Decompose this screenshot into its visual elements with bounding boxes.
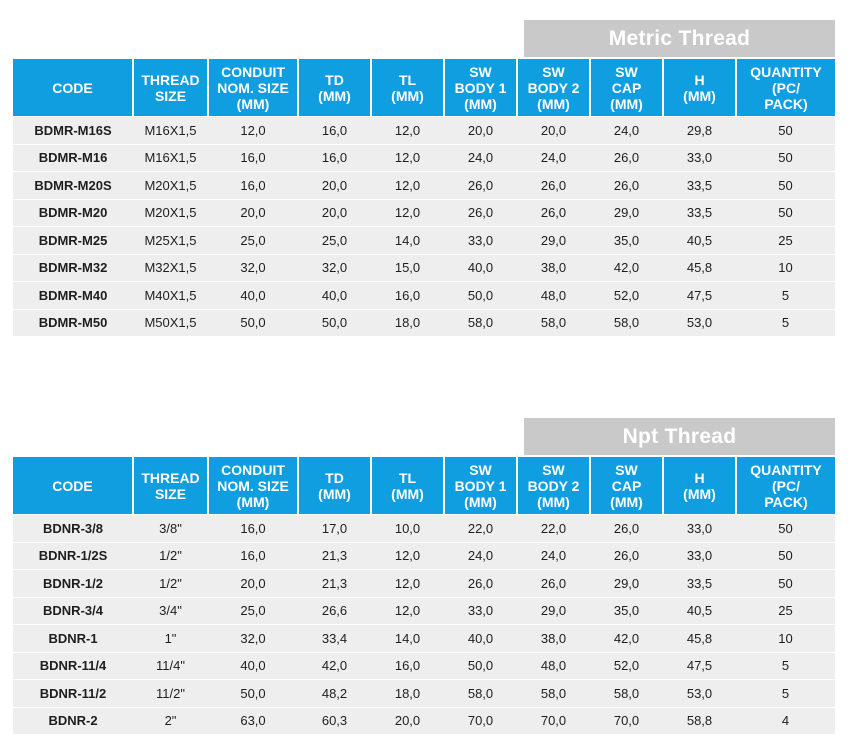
table-cell: 58,8 bbox=[663, 707, 736, 734]
table-cell: 26,6 bbox=[298, 597, 371, 625]
table-cell: 1" bbox=[133, 625, 208, 653]
table-cell: M16X1,5 bbox=[133, 117, 208, 145]
table-cell: 5 bbox=[736, 652, 835, 680]
table-cell: 16,0 bbox=[208, 515, 298, 543]
table-cell: 26,0 bbox=[444, 570, 517, 598]
table-cell: 12,0 bbox=[371, 542, 444, 570]
table-cell: 20,0 bbox=[371, 707, 444, 734]
table-cell: 24,0 bbox=[590, 117, 663, 145]
table-cell: 42,0 bbox=[590, 625, 663, 653]
table-cell: 26,0 bbox=[590, 144, 663, 172]
table-cell: 25,0 bbox=[298, 227, 371, 255]
column-header: CODE bbox=[13, 59, 133, 117]
table-cell: 12,0 bbox=[371, 144, 444, 172]
table-cell: 17,0 bbox=[298, 515, 371, 543]
table-cell: M16X1,5 bbox=[133, 144, 208, 172]
table-cell: 52,0 bbox=[590, 282, 663, 310]
table-row bbox=[13, 625, 835, 653]
column-header: SW BODY 2 (MM) bbox=[517, 457, 590, 515]
column-header: H (MM) bbox=[663, 59, 736, 117]
table-cell: 25 bbox=[736, 597, 835, 625]
column-header: SW BODY 1 (MM) bbox=[444, 457, 517, 515]
table-row bbox=[13, 144, 835, 172]
table-cell: 32,0 bbox=[208, 625, 298, 653]
table-cell: 24,0 bbox=[517, 542, 590, 570]
table-cell: 16,0 bbox=[371, 282, 444, 310]
table-cell: 16,0 bbox=[208, 542, 298, 570]
column-header: SW CAP (MM) bbox=[590, 457, 663, 515]
table-row bbox=[13, 254, 835, 282]
table-cell: 40,0 bbox=[298, 282, 371, 310]
table-cell: 20,0 bbox=[298, 199, 371, 227]
table-cell: 50,0 bbox=[208, 680, 298, 708]
table-cell: 25 bbox=[736, 227, 835, 255]
table-cell: 16,0 bbox=[208, 144, 298, 172]
table-row bbox=[13, 515, 835, 543]
table-header-row bbox=[13, 59, 835, 117]
table-cell: 3/4" bbox=[133, 597, 208, 625]
table-cell: 26,0 bbox=[517, 172, 590, 200]
product-code-cell: BDNR-1/2 bbox=[13, 570, 133, 598]
table-cell: 33,0 bbox=[444, 597, 517, 625]
column-header: THREAD SIZE bbox=[133, 457, 208, 515]
table-row bbox=[13, 680, 835, 708]
table-cell: 50,0 bbox=[444, 282, 517, 310]
table-cell: 63,0 bbox=[208, 707, 298, 734]
table-cell: 58,0 bbox=[444, 309, 517, 336]
table-cell: 10 bbox=[736, 254, 835, 282]
table-cell: 52,0 bbox=[590, 652, 663, 680]
column-header: TD (MM) bbox=[298, 59, 371, 117]
table-cell: 1/2" bbox=[133, 570, 208, 598]
table-cell: M20X1,5 bbox=[133, 172, 208, 200]
table-row bbox=[13, 282, 835, 310]
table-cell: 29,0 bbox=[517, 227, 590, 255]
column-header: CODE bbox=[13, 457, 133, 515]
table-cell: 12,0 bbox=[371, 117, 444, 145]
table-cell: M40X1,5 bbox=[133, 282, 208, 310]
table-row bbox=[13, 542, 835, 570]
table-cell: 29,0 bbox=[590, 199, 663, 227]
table-cell: 50,0 bbox=[444, 652, 517, 680]
table-cell: 45,8 bbox=[663, 254, 736, 282]
table-cell: 33,5 bbox=[663, 570, 736, 598]
table-row bbox=[13, 570, 835, 598]
table-cell: 48,0 bbox=[517, 652, 590, 680]
table-cell: 47,5 bbox=[663, 652, 736, 680]
table-cell: 40,0 bbox=[444, 625, 517, 653]
table-cell: 47,5 bbox=[663, 282, 736, 310]
table-row bbox=[13, 652, 835, 680]
npt-thread-table bbox=[13, 457, 835, 734]
column-header: TL (MM) bbox=[371, 59, 444, 117]
table-cell: 5 bbox=[736, 309, 835, 336]
table-row bbox=[13, 117, 835, 145]
table-cell: 2" bbox=[133, 707, 208, 734]
table-cell: 5 bbox=[736, 680, 835, 708]
product-code-cell: BDMR-M32 bbox=[13, 254, 133, 282]
table-cell: 21,3 bbox=[298, 570, 371, 598]
table-cell: 16,0 bbox=[208, 172, 298, 200]
product-code-cell: BDMR-M20 bbox=[13, 199, 133, 227]
table-cell: 16,0 bbox=[298, 144, 371, 172]
column-header: CONDUIT NOM. SIZE (MM) bbox=[208, 59, 298, 117]
table-cell: 12,0 bbox=[371, 570, 444, 598]
table-cell: 53,0 bbox=[663, 309, 736, 336]
column-header: CONDUIT NOM. SIZE (MM) bbox=[208, 457, 298, 515]
table-cell: 50 bbox=[736, 570, 835, 598]
table-cell: 26,0 bbox=[444, 172, 517, 200]
column-header: THREAD SIZE bbox=[133, 59, 208, 117]
table-cell: 26,0 bbox=[590, 515, 663, 543]
table-cell: 18,0 bbox=[371, 309, 444, 336]
table-cell: 33,0 bbox=[663, 144, 736, 172]
column-header: SW BODY 2 (MM) bbox=[517, 59, 590, 117]
table-cell: 25,0 bbox=[208, 227, 298, 255]
table-row bbox=[13, 227, 835, 255]
table-cell: 11/2" bbox=[133, 680, 208, 708]
table-cell: 50 bbox=[736, 542, 835, 570]
table-cell: 29,0 bbox=[590, 570, 663, 598]
table-cell: 12,0 bbox=[371, 172, 444, 200]
table-cell: 70,0 bbox=[444, 707, 517, 734]
table-cell: 33,5 bbox=[663, 172, 736, 200]
table-cell: 20,0 bbox=[208, 570, 298, 598]
table-row bbox=[13, 707, 835, 734]
table-cell: 32,0 bbox=[208, 254, 298, 282]
table-cell: 3/8" bbox=[133, 515, 208, 543]
table-cell: 40,0 bbox=[444, 254, 517, 282]
product-code-cell: BDNR-3/8 bbox=[13, 515, 133, 543]
table-cell: 38,0 bbox=[517, 254, 590, 282]
product-code-cell: BDMR-M50 bbox=[13, 309, 133, 336]
product-code-cell: BDMR-M16 bbox=[13, 144, 133, 172]
column-header: SW BODY 1 (MM) bbox=[444, 59, 517, 117]
column-header: TL (MM) bbox=[371, 457, 444, 515]
table-cell: 12,0 bbox=[371, 597, 444, 625]
table-cell: 33,5 bbox=[663, 199, 736, 227]
table-cell: 26,0 bbox=[517, 570, 590, 598]
column-header: SW CAP (MM) bbox=[590, 59, 663, 117]
table-cell: 11/4" bbox=[133, 652, 208, 680]
table-cell: 25,0 bbox=[208, 597, 298, 625]
table-cell: M50X1,5 bbox=[133, 309, 208, 336]
table-cell: 33,0 bbox=[663, 542, 736, 570]
product-code-cell: BDNR-2 bbox=[13, 707, 133, 734]
table-cell: 24,0 bbox=[444, 542, 517, 570]
table-cell: 53,0 bbox=[663, 680, 736, 708]
product-code-cell: BDMR-M16S bbox=[13, 117, 133, 145]
table-cell: 35,0 bbox=[590, 227, 663, 255]
table-cell: 26,0 bbox=[517, 199, 590, 227]
table-cell: 45,8 bbox=[663, 625, 736, 653]
table-cell: 42,0 bbox=[298, 652, 371, 680]
npt-thread-title: Npt Thread bbox=[524, 418, 835, 455]
table-cell: 29,0 bbox=[517, 597, 590, 625]
table-cell: 38,0 bbox=[517, 625, 590, 653]
table-cell: 18,0 bbox=[371, 680, 444, 708]
table-row bbox=[13, 199, 835, 227]
table-cell: 12,0 bbox=[371, 199, 444, 227]
table-cell: 58,0 bbox=[517, 309, 590, 336]
table-cell: 35,0 bbox=[590, 597, 663, 625]
column-header: QUANTITY (PC/ PACK) bbox=[736, 59, 835, 117]
table-cell: 26,0 bbox=[444, 199, 517, 227]
table-cell: 70,0 bbox=[590, 707, 663, 734]
table-cell: 58,0 bbox=[444, 680, 517, 708]
table-row bbox=[13, 172, 835, 200]
table-cell: 16,0 bbox=[298, 117, 371, 145]
table-cell: 50 bbox=[736, 144, 835, 172]
table-cell: 48,0 bbox=[517, 282, 590, 310]
table-cell: 50 bbox=[736, 117, 835, 145]
table-cell: 50 bbox=[736, 172, 835, 200]
table-cell: 16,0 bbox=[371, 652, 444, 680]
table-cell: 26,0 bbox=[590, 542, 663, 570]
table-cell: M20X1,5 bbox=[133, 199, 208, 227]
product-code-cell: BDMR-M20S bbox=[13, 172, 133, 200]
column-header: QUANTITY (PC/ PACK) bbox=[736, 457, 835, 515]
table-cell: M25X1,5 bbox=[133, 227, 208, 255]
product-code-cell: BDNR-3/4 bbox=[13, 597, 133, 625]
table-cell: 10,0 bbox=[371, 515, 444, 543]
table-cell: M32X1,5 bbox=[133, 254, 208, 282]
metric-thread-title: Metric Thread bbox=[524, 20, 835, 57]
table-row bbox=[13, 597, 835, 625]
product-code-cell: BDNR-1/2S bbox=[13, 542, 133, 570]
table-cell: 40,0 bbox=[208, 282, 298, 310]
table-cell: 22,0 bbox=[444, 515, 517, 543]
table-cell: 24,0 bbox=[444, 144, 517, 172]
table-cell: 14,0 bbox=[371, 227, 444, 255]
table-cell: 20,0 bbox=[517, 117, 590, 145]
table-cell: 20,0 bbox=[208, 199, 298, 227]
table-cell: 50,0 bbox=[298, 309, 371, 336]
table-cell: 48,2 bbox=[298, 680, 371, 708]
product-code-cell: BDMR-M40 bbox=[13, 282, 133, 310]
table-cell: 14,0 bbox=[371, 625, 444, 653]
table-cell: 40,5 bbox=[663, 227, 736, 255]
table-cell: 50,0 bbox=[208, 309, 298, 336]
table-header-row bbox=[13, 457, 835, 515]
table-row bbox=[13, 309, 835, 336]
table-cell: 70,0 bbox=[517, 707, 590, 734]
table-cell: 58,0 bbox=[590, 680, 663, 708]
column-header: H (MM) bbox=[663, 457, 736, 515]
table-cell: 26,0 bbox=[590, 172, 663, 200]
table-cell: 20,0 bbox=[298, 172, 371, 200]
table-cell: 50 bbox=[736, 515, 835, 543]
table-cell: 20,0 bbox=[444, 117, 517, 145]
table-cell: 50 bbox=[736, 199, 835, 227]
table-cell: 42,0 bbox=[590, 254, 663, 282]
table-cell: 10 bbox=[736, 625, 835, 653]
table-cell: 4 bbox=[736, 707, 835, 734]
table-cell: 32,0 bbox=[298, 254, 371, 282]
table-cell: 1/2" bbox=[133, 542, 208, 570]
column-header: TD (MM) bbox=[298, 457, 371, 515]
product-code-cell: BDNR-11/4 bbox=[13, 652, 133, 680]
table-cell: 58,0 bbox=[590, 309, 663, 336]
table-cell: 58,0 bbox=[517, 680, 590, 708]
table-cell: 12,0 bbox=[208, 117, 298, 145]
table-cell: 33,0 bbox=[444, 227, 517, 255]
table-cell: 21,3 bbox=[298, 542, 371, 570]
table-cell: 40,5 bbox=[663, 597, 736, 625]
table-cell: 5 bbox=[736, 282, 835, 310]
table-cell: 24,0 bbox=[517, 144, 590, 172]
table-cell: 33,4 bbox=[298, 625, 371, 653]
product-code-cell: BDMR-M25 bbox=[13, 227, 133, 255]
table-cell: 40,0 bbox=[208, 652, 298, 680]
table-cell: 33,0 bbox=[663, 515, 736, 543]
table-cell: 22,0 bbox=[517, 515, 590, 543]
product-code-cell: BDNR-11/2 bbox=[13, 680, 133, 708]
table-cell: 15,0 bbox=[371, 254, 444, 282]
table-cell: 29,8 bbox=[663, 117, 736, 145]
product-code-cell: BDNR-1 bbox=[13, 625, 133, 653]
table-cell: 60,3 bbox=[298, 707, 371, 734]
metric-thread-table bbox=[13, 59, 835, 336]
